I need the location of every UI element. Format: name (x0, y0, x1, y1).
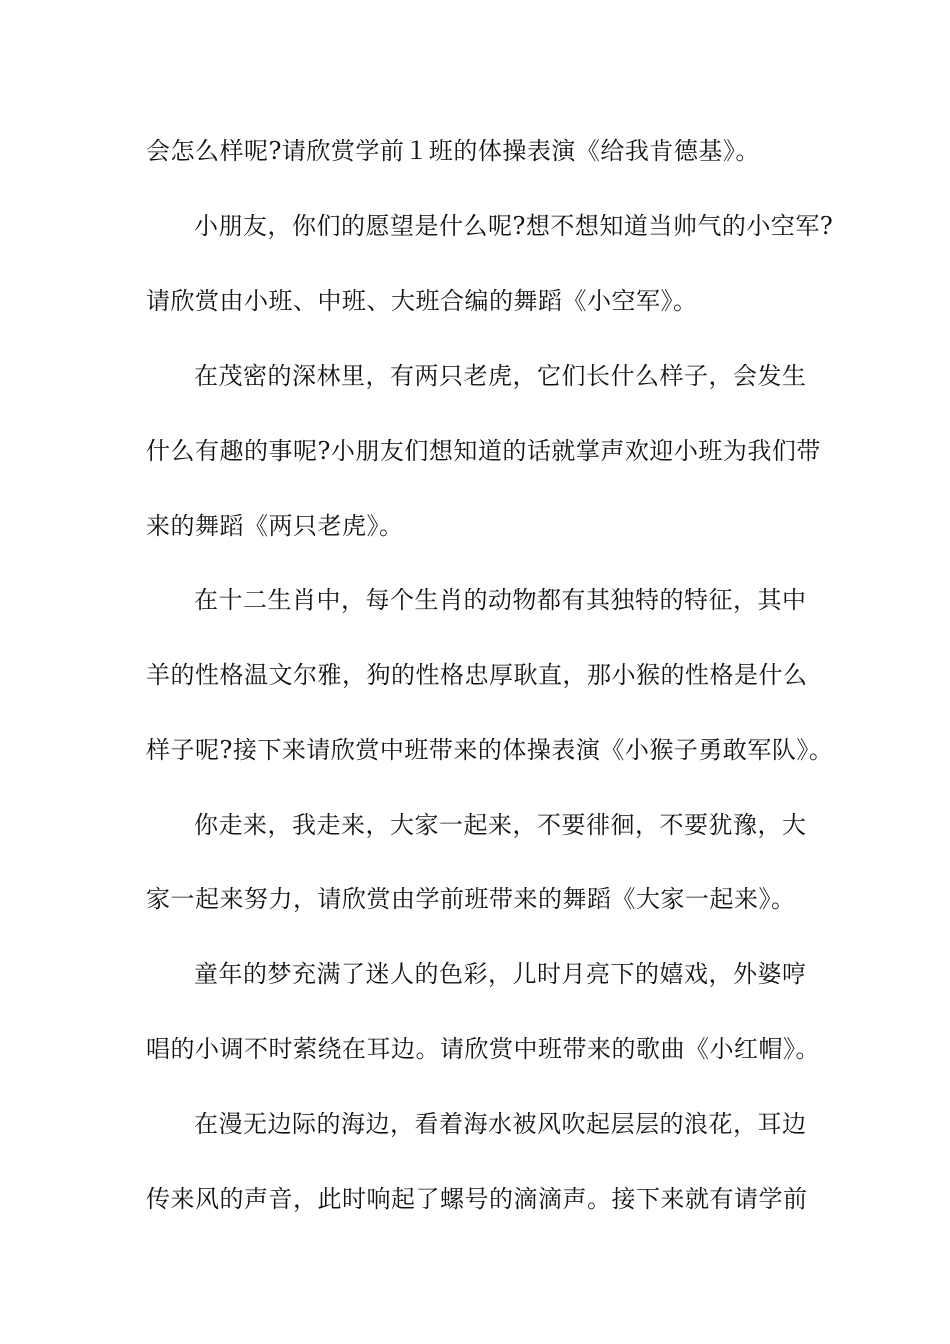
text-line: 家一起来努力，请欣赏由学前班带来的舞蹈《大家一起来》。 (146, 885, 796, 913)
text-line: 会怎么样呢?请欣赏学前１班的体操表演《给我肯德基》。 (146, 137, 760, 165)
text-line: 什么有趣的事呢?小朋友们想知道的话就掌声欢迎小班为我们带 (146, 437, 821, 465)
text-line: 样子呢?接下来请欣赏中班带来的体操表演《小猴子勇敢军队》。 (146, 736, 834, 764)
paragraph-first-line: 在漫无边际的海边，看着海水被风吹起层层的浪花，耳边 (194, 1110, 807, 1138)
text-line: 羊的性格温文尔雅，狗的性格忠厚耿直，那小猴的性格是什么 (146, 661, 808, 689)
paragraph-first-line: 在茂密的深林里，有两只老虎，它们长什么样子，会发生 (194, 362, 807, 390)
text-line: 唱的小调不时萦绕在耳边。请欣赏中班带来的歌曲《小红帽》。 (146, 1035, 820, 1063)
text-line: 传来风的声音，此时响起了螺号的滴滴声。接下来就有请学前 (146, 1185, 808, 1213)
paragraph-first-line: 小朋友，你们的愿望是什么呢?想不想知道当帅气的小空军? (194, 212, 834, 240)
paragraph-first-line: 在十二生肖中，每个生肖的动物都有其独特的特征，其中 (194, 586, 807, 614)
text-line: 请欣赏由小班、中班、大班合编的舞蹈《小空军》。 (146, 287, 698, 315)
text-line: 来的舞蹈《两只老虎》。 (146, 512, 404, 540)
paragraph-first-line: 童年的梦充满了迷人的色彩，儿时月亮下的嬉戏，外婆哼 (194, 960, 807, 988)
paragraph-first-line: 你走来，我走来，大家一起来，不要徘徊，不要犹豫，大 (194, 811, 807, 839)
